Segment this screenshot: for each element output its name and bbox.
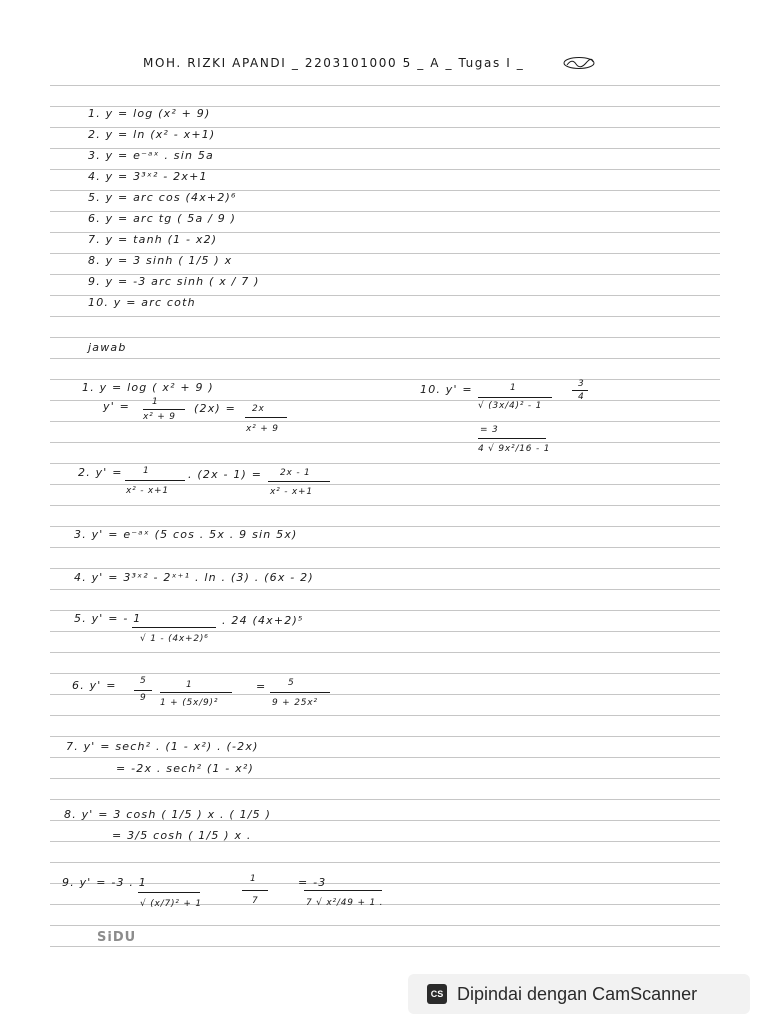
- answer-1-mid: (2x) =: [194, 402, 237, 415]
- answer-6-f1-den: 9: [140, 693, 147, 703]
- answer-10-result-num: = 3: [480, 425, 499, 435]
- answer-8-line2: = 3/5 cosh ( 1/5 ) x .: [112, 829, 252, 842]
- answer-10-mult-den: 4: [578, 392, 585, 402]
- answer-1-frac1-den: x² + 9: [143, 412, 176, 422]
- answer-1-frac2-num: 2x: [252, 404, 265, 414]
- page-title: MOH. RIZKI APANDI _ 2203101000 5 _ A _ Tugas I _: [143, 56, 525, 70]
- answer-9-lhs: 9. y' = -3 . 1: [62, 876, 147, 889]
- answer-1-lhs: y' =: [103, 400, 131, 413]
- question-9: 9. y = -3 arc sinh ( x / 7 ): [88, 275, 260, 288]
- question-10: 10. y = arc coth: [88, 296, 196, 309]
- answer-6-f3-num: 5: [288, 678, 295, 688]
- camscanner-badge: [408, 974, 750, 1014]
- answer-9-f2-num: 1: [250, 874, 257, 884]
- watermark: SiDU: [97, 930, 137, 945]
- question-3: 3. y = e⁻ᵃˣ . sin 5a: [88, 149, 214, 162]
- answer-9-eq: = -3: [298, 876, 327, 889]
- answer-8-line1: 8. y' = 3 cosh ( 1/5 ) x . ( 1/5 ): [64, 808, 272, 821]
- camscanner-label: Dipindai dengan CamScanner: [457, 983, 698, 1004]
- answer-6-lhs: 6. y' =: [72, 679, 117, 692]
- answer-10-lhs: 10. y' =: [420, 383, 473, 396]
- answer-10-num: 1: [510, 383, 517, 393]
- camscanner-logo-icon: CS: [427, 984, 447, 1004]
- answer-1-frac2-den: x² + 9: [246, 424, 279, 434]
- answer-3: 3. y' = e⁻ᵃˣ (5 cos . 5x . 9 sin 5x): [74, 528, 298, 541]
- answer-6-f1-num: 5: [140, 676, 147, 686]
- signature-mark: [562, 56, 596, 70]
- answer-2-den: x² - x+1: [126, 486, 169, 496]
- answer-9-den1: √ (x/7)² + 1: [140, 899, 202, 909]
- answer-1-line1: 1. y = log ( x² + 9 ): [82, 381, 214, 394]
- question-5: 5. y = arc cos (4x+2)⁶: [88, 191, 237, 204]
- question-6: 6. y = arc tg ( 5a / 9 ): [88, 212, 237, 225]
- answer-7-line2: = -2x . sech² (1 - x²): [116, 762, 254, 775]
- answer-6-f3-den: 9 + 25x²: [272, 698, 318, 708]
- answer-6-eq: =: [256, 680, 267, 693]
- answer-2-mid: . (2x - 1) =: [188, 468, 263, 481]
- answer-5-lhs: 5. y' = - 1: [74, 612, 142, 625]
- answer-2-num: 1: [143, 466, 150, 476]
- question-1: 1. y = log (x² + 9): [88, 107, 211, 120]
- answer-4: 4. y' = 3³ˣ² - 2ˣ⁺¹ . ln . (3) . (6x - 2): [74, 571, 314, 584]
- answer-9-f2-den: 7: [252, 896, 259, 906]
- answer-2-den2: x² - x+1: [270, 487, 313, 497]
- question-7: 7. y = tanh (1 - x2): [88, 233, 218, 246]
- jawab-heading: jawab: [88, 341, 127, 354]
- answer-6-f2-num: 1: [186, 680, 193, 690]
- answer-1-frac1-num: 1: [152, 397, 159, 407]
- answer-7-line1: 7. y' = sech² . (1 - x²) . (-2x): [66, 740, 259, 753]
- answer-2-lhs: 2. y' =: [78, 466, 123, 479]
- answer-10-result-den: 4 √ 9x²/16 - 1: [478, 444, 551, 454]
- answer-2-num2: 2x - 1: [280, 468, 311, 478]
- answer-5-rhs: . 24 (4x+2)⁵: [222, 614, 304, 627]
- answer-5-den: √ 1 - (4x+2)⁶: [140, 634, 209, 644]
- question-4: 4. y = 3³ˣ² - 2x+1: [88, 170, 208, 183]
- answer-10-mult-num: 3: [578, 379, 585, 389]
- answer-9-den3: 7 √ x²/49 + 1 .: [306, 898, 384, 908]
- answer-6-f2-den: 1 + (5x/9)²: [160, 698, 219, 708]
- question-8: 8. y = 3 sinh ( 1/5 ) x: [88, 254, 233, 267]
- answer-10-den: √ (3x/4)² - 1: [478, 401, 543, 411]
- question-2: 2. y = ln (x² - x+1): [88, 128, 216, 141]
